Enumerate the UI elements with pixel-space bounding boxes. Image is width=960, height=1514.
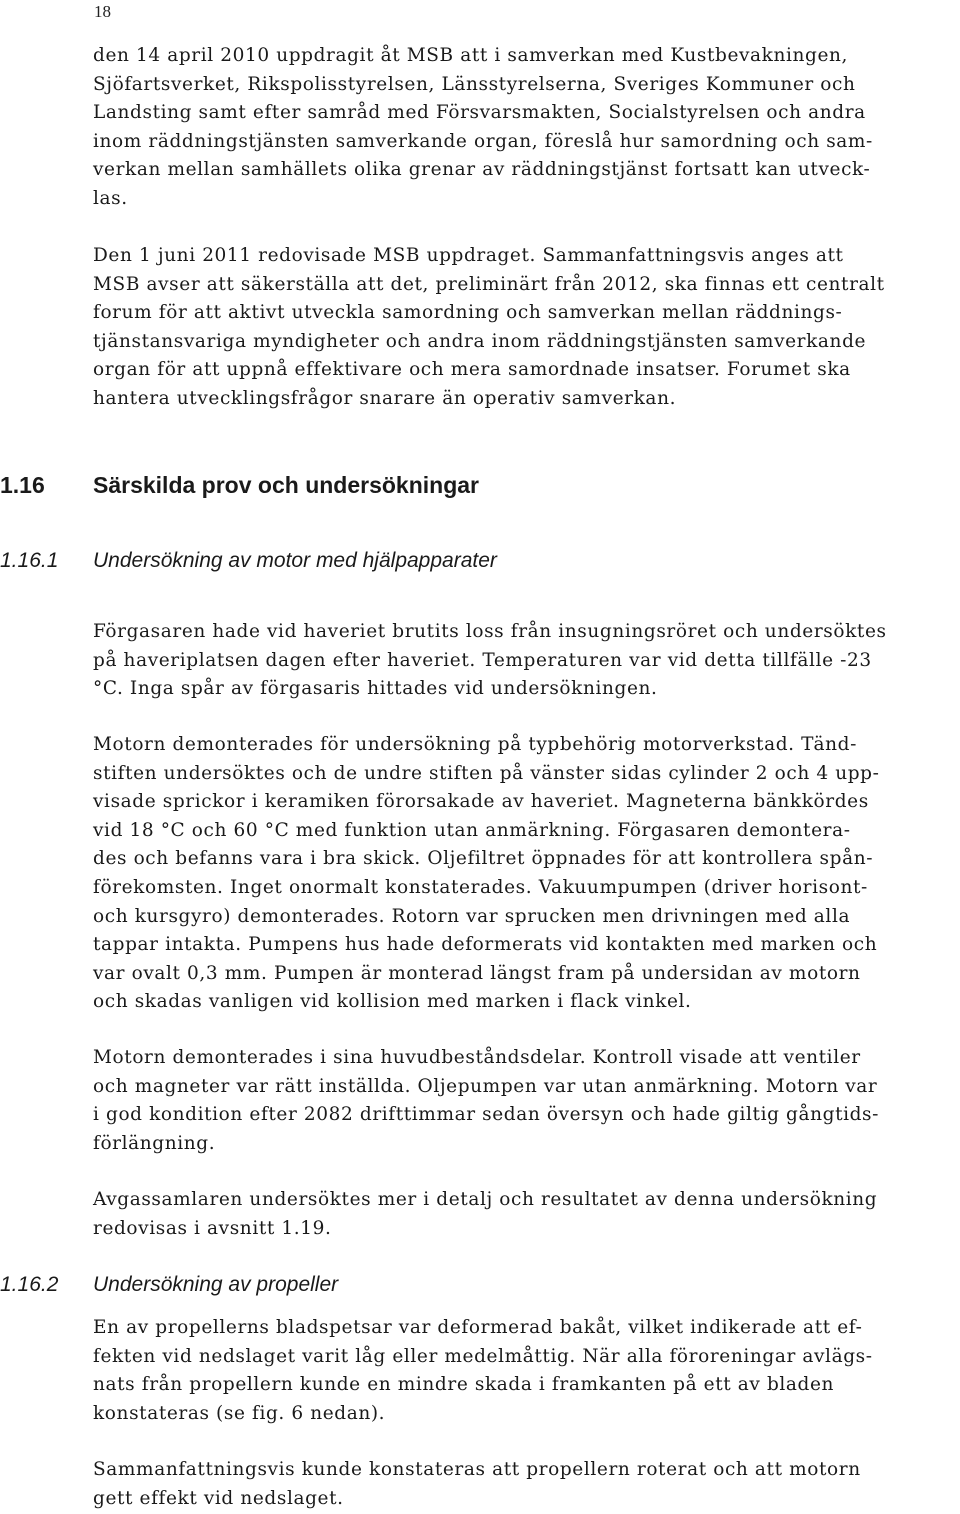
text-line: En av propellerns bladspetsar var deformerad bakåt, vilket indikerade att ef- (93, 1317, 863, 1338)
text-line: tappar intakta. Pumpens hus hade deformerats vid kontakten med marken och (93, 934, 878, 956)
text-line: tjänstansvariga myndigheter och andra inom räddningstjänsten samverkande (93, 330, 867, 352)
text-line: redovisas i avsnitt 1.19. (93, 1217, 332, 1239)
text-line: och skadas vanligen vid kollision med marken i flack vinkel. (93, 991, 692, 1013)
text-line: stiften undersöktes och de undre stiften på vänster sidas cylinder 2 och 4 upp- (93, 762, 880, 784)
text-line: i god kondition efter 2082 drifttimmar sedan översyn och hade giltig gångtids- (93, 1104, 880, 1126)
text-line: hantera utvecklingsfrågor snarare än operativ samverkan. (93, 387, 677, 409)
text-line: forum för att aktivt utveckla samordning och samverkan mellan räddnings- (93, 302, 843, 324)
text-line: gett effekt vid nedslaget. (93, 1487, 344, 1509)
text-line: på haveriplatsen dagen efter haveriet. Temperaturen var vid detta tillfälle -23 (93, 649, 872, 671)
text-line: Sammanfattningsvis kunde konstateras att propellern roterat och att motorn (93, 1459, 861, 1480)
text-line: vid 18 °C och 60 °C med funktion utan anmärkning. Förgasaren demontera- (93, 819, 851, 841)
text-line: inom räddningstjänsten samverkande organ, föreslå hur samordning och sam- (93, 130, 873, 152)
text-line: las. (93, 187, 128, 209)
text-line: Förgasaren hade vid haveriet brutits loss från insugningsröret och undersöktes (93, 621, 887, 642)
paragraph-propeller-damage (93, 1314, 873, 1428)
text-line: nats från propellern kunde en mindre skada i framkanten på ett av bladen (93, 1374, 835, 1396)
text-line: Avgassamlaren undersöktes mer i detalj och resultatet av denna undersökning (93, 1189, 878, 1210)
text-line: des och befanns vara i bra skick. Oljefiltret öppnades för att kontrollera spån- (93, 848, 874, 870)
subsection-title: Undersökning av motor med hjälpapparater (93, 549, 497, 572)
subsection-number: 1.16.2 (0, 1273, 59, 1296)
section-title: Särskilda prov och undersökningar (93, 472, 479, 498)
text-line: förekomsten. Inget onormalt konstaterades. Vakuumpumpen (driver horisont- (93, 876, 868, 898)
paragraph-msb-assignment (93, 42, 873, 214)
text-line: den 14 april 2010 uppdragit åt MSB att i samverkan med Kustbevakningen, (93, 45, 849, 66)
text-line: Den 1 juni 2011 redovisade MSB uppdraget. Sammanfattningsvis anges att (93, 245, 844, 266)
paragraph-msb-report (93, 242, 885, 414)
text-line: verkan mellan samhällets olika grenar av räddningstjänst fortsatt kan utveck- (93, 159, 871, 181)
text-line: °C. Inga spår av förgasaris hittades vid undersökningen. (93, 678, 658, 700)
subsection-number: 1.16.1 (0, 549, 59, 572)
text-line: var ovalt 0,3 mm. Pumpen är monterad längst fram på undersidan av motorn (93, 962, 861, 984)
text-line: Motorn demonterades för undersökning på typbehörig motorverkstad. Tänd- (93, 734, 857, 755)
text-line: Landsting samt efter samråd med Försvarsmakten, Socialstyrelsen och andra (93, 102, 866, 124)
text-line: Motorn demonterades i sina huvudbeståndsdelar. Kontroll visade att ventiler (93, 1047, 861, 1068)
text-line: förlängning. (93, 1132, 216, 1154)
text-line: och magneter var rätt inställda. Oljepumpen var utan anmärkning. Motorn var (93, 1075, 878, 1097)
text-line: visade sprickor i keramiken förorsakade av haveriet. Magneterna bänkkördes (93, 791, 869, 813)
text-line: och kursgyro) demonterades. Rotorn var sprucken men drivningen med alla (93, 905, 851, 927)
paragraph-carburetor (93, 618, 887, 704)
paragraph-engine-components (93, 1044, 879, 1158)
text-line: konstateras (se fig. 6 nedan). (93, 1402, 386, 1424)
paragraph-exhaust-manifold (93, 1186, 877, 1243)
text-line: Sjöfartsverket, Rikspolisstyrelsen, Länsstyrelserna, Sveriges Kommuner och (93, 73, 856, 95)
text-line: organ för att uppnå effektivare och mera samordnade insatser. Forumet ska (93, 359, 851, 381)
subsection-title: Undersökning av propeller (93, 1273, 339, 1296)
text-line: MSB avser att säkerställa att det, preliminärt från 2012, ska finnas ett centralt (93, 273, 885, 295)
paragraph-propeller-summary (93, 1456, 861, 1513)
page-number: 18 (94, 2, 111, 21)
text-line: fekten vid nedslaget varit låg eller medelmåttig. När alla föroreningar avlägs- (93, 1345, 873, 1367)
section-number: 1.16 (0, 472, 45, 498)
paragraph-engine-disassembly (93, 731, 879, 1017)
